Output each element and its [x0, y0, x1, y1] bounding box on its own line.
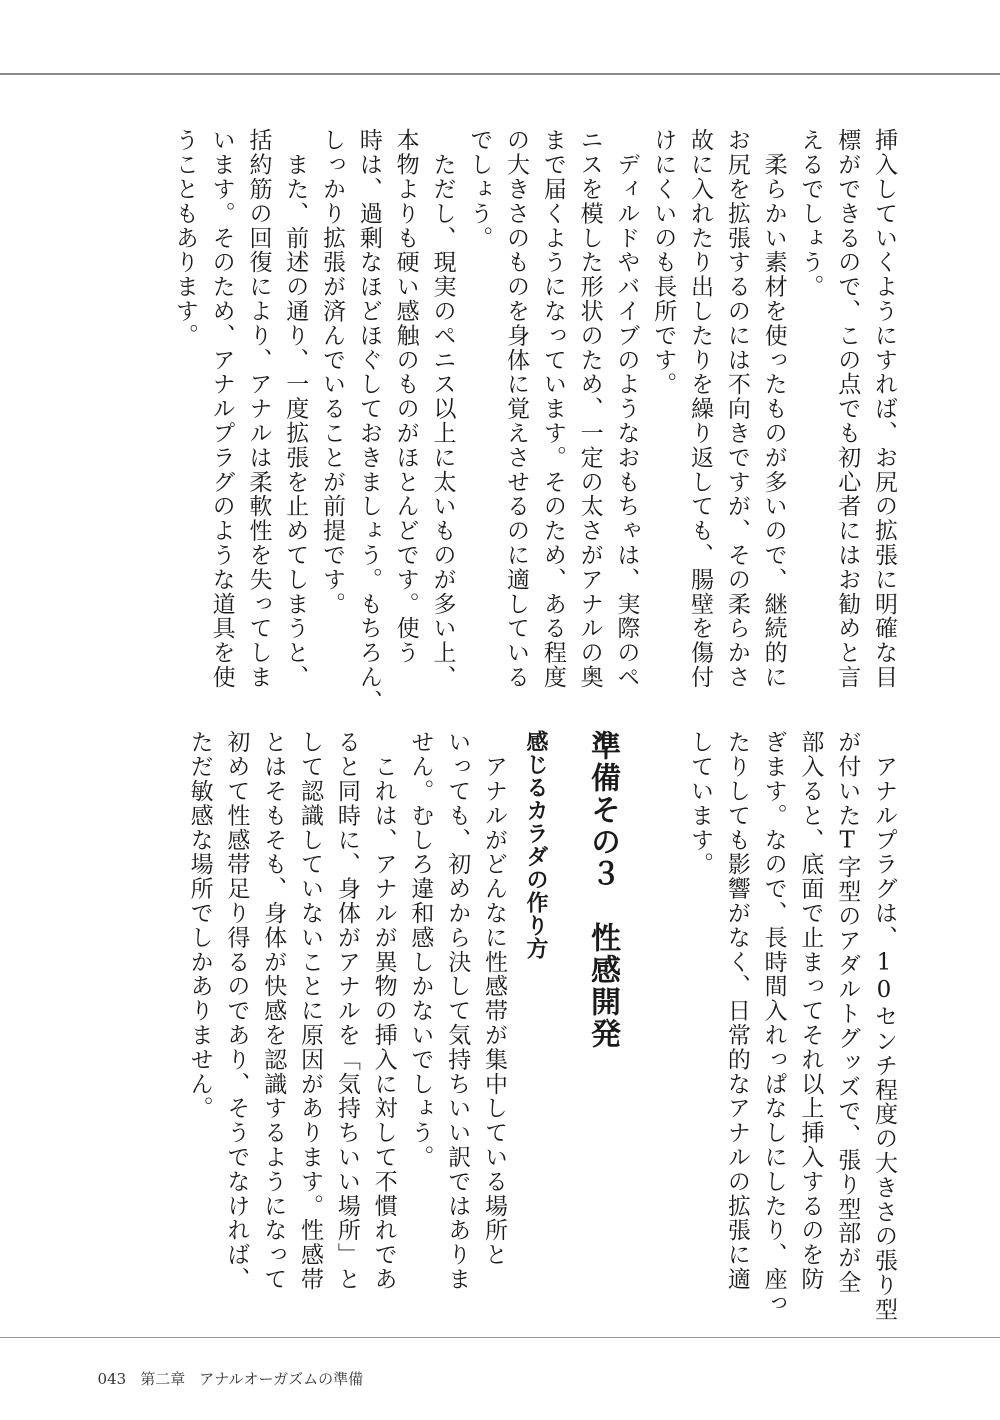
text-line: ぎます。なので、長時間入れっぱなしにしたり、座っ [760, 730, 787, 1316]
text-line: まで届くようになっています。そのため、ある程度 [539, 128, 566, 690]
text-line: して認識していないことに原因があります。性感帯 [297, 730, 324, 1292]
text-line: 標ができるので、この点でも初心者にはお勧めと言 [834, 128, 861, 690]
text-line: 故に入れたり出したりを繰り返しても、腸壁を傷付 [687, 128, 714, 690]
chapter-label: 第二章 [140, 1370, 186, 1388]
text-line: また、前述の通り、一度拡張を止めてしまうと、 [282, 128, 309, 690]
text-line: 本物よりも硬い感触のものがほとんどです。使う [392, 128, 419, 665]
text-line: 部入ると、底面で止まってそれ以上挿入するのを防 [797, 730, 824, 1292]
text-line: これは、アナルが異物の挿入に対して不慣れであ [370, 730, 397, 1292]
top-rule [0, 73, 1000, 75]
section-subheading: 感じるカラダの作り方 [523, 730, 548, 960]
text-line: ただ敏感な場所でしかありません。 [186, 730, 213, 1121]
text-line: ただし、現実のペニス以上に太いものが多い上、 [429, 128, 456, 690]
text-line: が付いたT字型のアダルトグッズで、張り型部が全 [834, 730, 861, 1295]
text-line: しっかり拡張が済んでいることが前提です。 [319, 128, 346, 616]
text-line: たりしても影響がなく、日常的なアナルの拡張に適 [723, 730, 750, 1292]
page-footer [88, 1350, 377, 1389]
text-line: 括約筋の回復により、アナルは柔軟性を失ってしま [245, 128, 272, 690]
text-line: えるでしょう。 [797, 128, 824, 299]
text-line: しています。 [687, 730, 714, 877]
text-line: 柔らかい素材を使ったものが多いので、継続的に [760, 128, 787, 690]
body-text-upper [166, 128, 902, 714]
text-line: アナルがどんなに性感帯が集中している場所と [481, 730, 507, 1267]
text-line: とはそもそも、身体が快感を認識するようになって [260, 730, 287, 1292]
text-line: けにくいのも長所です。 [650, 128, 677, 397]
text-line: お尻を拡張するのには不向きですが、その柔らかさ [723, 128, 750, 690]
page-number: 043 [97, 1370, 127, 1388]
text-line: 初めて性感帯足り得るのであり、そうでなければ、 [223, 730, 250, 1292]
text-line: せん。むしろ違和感しかないでしょう。 [407, 730, 434, 1170]
text-line: ディルドやバイブのようなおもちゃは、実際のペ [613, 128, 640, 690]
body-text-lower-right [681, 730, 902, 1322]
text-line: ると同時に、身体がアナルを「気持ちいい場所」と [333, 730, 360, 1292]
section-heading: 準備その３ 性感開発 [585, 730, 620, 1050]
chapter-title: アナルオーガズムの準備 [199, 1370, 364, 1388]
text-line: います。そのため、アナルプラグのような道具を使 [208, 128, 235, 690]
body-text-lower-left [181, 730, 512, 1290]
text-line: うこともあります。 [171, 128, 198, 348]
bottom-rule [0, 1337, 1000, 1338]
text-line: 時は、過剰なほどほぐしておきましょう。もちろん、 [355, 128, 382, 714]
text-line: 挿入していくようにすれば、お尻の拡張に明確な目 [871, 128, 897, 690]
text-line: の大きさのものを身体に覚えさせるのに適している [503, 128, 530, 690]
text-line: ニスを模した形状のため、一定の太さがアナルの奥 [576, 128, 603, 690]
text-line: アナルプラグは、10センチ程度の大きさの張り型 [871, 730, 897, 1322]
text-line: いっても、初めから決して気持ちいい訳ではありま [444, 730, 471, 1292]
text-line: でしょう。 [466, 128, 493, 250]
